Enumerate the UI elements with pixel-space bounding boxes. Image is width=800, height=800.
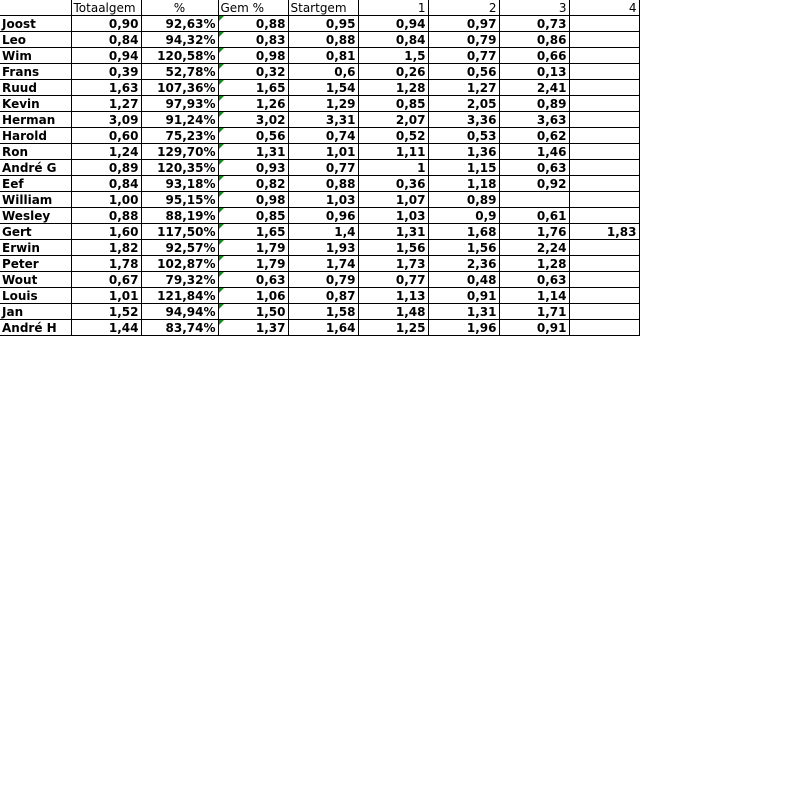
cell-round-2[interactable]: 0,79 — [428, 32, 499, 48]
cell-round-1[interactable]: 1,48 — [358, 304, 428, 320]
cell-totaalgem[interactable]: 3,09 — [71, 112, 141, 128]
cell-name[interactable]: Wesley — [0, 208, 71, 224]
cell-startgem[interactable]: 0,87 — [288, 288, 358, 304]
cell-gem-percent[interactable]: 1,31 — [218, 144, 288, 160]
cell-percent[interactable]: 79,32% — [141, 272, 218, 288]
cell-totaalgem[interactable]: 0,94 — [71, 48, 141, 64]
cell-percent[interactable]: 95,15% — [141, 192, 218, 208]
cell-gem-percent[interactable]: 1,79 — [218, 256, 288, 272]
cell-round-3[interactable]: 0,86 — [499, 32, 569, 48]
cell-percent[interactable]: 52,78% — [141, 64, 218, 80]
cell-round-3[interactable]: 0,66 — [499, 48, 569, 64]
cell-round-4[interactable] — [569, 256, 639, 272]
cell-gem-percent[interactable]: 1,50 — [218, 304, 288, 320]
cell-name[interactable]: Erwin — [0, 240, 71, 256]
cell-name[interactable]: Peter — [0, 256, 71, 272]
cell-round-1[interactable]: 1,03 — [358, 208, 428, 224]
cell-round-4[interactable] — [569, 192, 639, 208]
cell-round-1[interactable]: 0,84 — [358, 32, 428, 48]
cell-name[interactable]: Ruud — [0, 80, 71, 96]
table-row — [0, 240, 639, 256]
cell-round-2[interactable]: 1,36 — [428, 144, 499, 160]
cell-totaalgem[interactable]: 0,89 — [71, 160, 141, 176]
cell-round-3[interactable] — [499, 192, 569, 208]
cell-round-1[interactable]: 1,28 — [358, 80, 428, 96]
cell-round-1[interactable]: 0,26 — [358, 64, 428, 80]
cell-name[interactable]: Joost — [0, 16, 71, 32]
cell-round-3[interactable]: 0,13 — [499, 64, 569, 80]
cell-round-2[interactable]: 2,05 — [428, 96, 499, 112]
cell-round-3[interactable]: 1,28 — [499, 256, 569, 272]
cell-gem-percent[interactable]: 3,02 — [218, 112, 288, 128]
cell-gem-percent[interactable]: 0,93 — [218, 160, 288, 176]
cell-round-3[interactable]: 1,76 — [499, 224, 569, 240]
cell-totaalgem[interactable]: 1,78 — [71, 256, 141, 272]
cell-startgem[interactable]: 3,31 — [288, 112, 358, 128]
cell-round-3[interactable]: 1,14 — [499, 288, 569, 304]
cell-gem-percent[interactable]: 0,82 — [218, 176, 288, 192]
cell-round-3[interactable]: 2,24 — [499, 240, 569, 256]
cell-percent[interactable]: 97,93% — [141, 96, 218, 112]
cell-percent[interactable]: 120,58% — [141, 48, 218, 64]
cell-round-3[interactable]: 0,92 — [499, 176, 569, 192]
cell-name[interactable]: Harold — [0, 128, 71, 144]
cell-startgem[interactable]: 0,88 — [288, 176, 358, 192]
header-cell-name[interactable] — [0, 0, 71, 16]
cell-round-1[interactable]: 1,25 — [358, 320, 428, 336]
cell-name[interactable]: Jan — [0, 304, 71, 320]
cell-name[interactable]: André H — [0, 320, 71, 336]
cell-startgem[interactable]: 0,79 — [288, 272, 358, 288]
cell-round-3[interactable]: 2,41 — [499, 80, 569, 96]
cell-startgem[interactable]: 1,03 — [288, 192, 358, 208]
header-cell-round-3[interactable]: 3 — [499, 0, 569, 16]
table-row — [0, 304, 639, 320]
cell-round-1[interactable]: 1,07 — [358, 192, 428, 208]
cell-startgem[interactable]: 1,29 — [288, 96, 358, 112]
cell-round-1[interactable]: 0,77 — [358, 272, 428, 288]
cell-round-2[interactable]: 0,53 — [428, 128, 499, 144]
cell-percent[interactable]: 94,94% — [141, 304, 218, 320]
table-row — [0, 176, 639, 192]
cell-gem-percent[interactable]: 0,85 — [218, 208, 288, 224]
cell-round-3[interactable]: 0,73 — [499, 16, 569, 32]
cell-totaalgem[interactable]: 0,84 — [71, 32, 141, 48]
cell-totaalgem[interactable]: 0,39 — [71, 64, 141, 80]
cell-round-4[interactable] — [569, 176, 639, 192]
cell-name[interactable]: Eef — [0, 176, 71, 192]
cell-round-4[interactable] — [569, 16, 639, 32]
cell-gem-percent[interactable]: 0,88 — [218, 16, 288, 32]
cell-round-4[interactable] — [569, 80, 639, 96]
table-row — [0, 80, 639, 96]
cell-round-2[interactable]: 0,97 — [428, 16, 499, 32]
header-cell-totaalgem[interactable]: Totaalgem — [71, 0, 141, 16]
cell-round-3[interactable]: 0,63 — [499, 160, 569, 176]
cell-totaalgem[interactable]: 1,82 — [71, 240, 141, 256]
header-cell-round-4[interactable]: 4 — [569, 0, 639, 16]
cell-round-4[interactable] — [569, 272, 639, 288]
cell-percent[interactable]: 92,57% — [141, 240, 218, 256]
cell-name[interactable]: Leo — [0, 32, 71, 48]
cell-gem-percent[interactable]: 0,56 — [218, 128, 288, 144]
cell-round-1[interactable]: 1,13 — [358, 288, 428, 304]
cell-round-1[interactable]: 1,5 — [358, 48, 428, 64]
cell-round-3[interactable]: 1,46 — [499, 144, 569, 160]
cell-percent[interactable]: 75,23% — [141, 128, 218, 144]
cell-percent[interactable]: 107,36% — [141, 80, 218, 96]
cell-round-4[interactable] — [569, 32, 639, 48]
cell-round-4[interactable] — [569, 144, 639, 160]
cell-totaalgem[interactable]: 1,63 — [71, 80, 141, 96]
cell-round-3[interactable]: 0,89 — [499, 96, 569, 112]
cell-round-2[interactable]: 0,89 — [428, 192, 499, 208]
cell-name[interactable]: Frans — [0, 64, 71, 80]
cell-round-3[interactable]: 0,91 — [499, 320, 569, 336]
cell-name[interactable]: Louis — [0, 288, 71, 304]
cell-round-2[interactable]: 1,31 — [428, 304, 499, 320]
cell-totaalgem[interactable]: 1,44 — [71, 320, 141, 336]
cell-round-4[interactable] — [569, 112, 639, 128]
cell-round-2[interactable]: 1,56 — [428, 240, 499, 256]
cell-percent[interactable]: 88,19% — [141, 208, 218, 224]
table-row — [0, 192, 639, 208]
cell-totaalgem[interactable]: 0,88 — [71, 208, 141, 224]
cell-round-4[interactable] — [569, 160, 639, 176]
cell-round-2[interactable]: 0,77 — [428, 48, 499, 64]
cell-totaalgem[interactable]: 1,00 — [71, 192, 141, 208]
cell-round-2[interactable]: 1,15 — [428, 160, 499, 176]
cell-startgem[interactable]: 0,88 — [288, 32, 358, 48]
cell-gem-percent[interactable]: 0,83 — [218, 32, 288, 48]
cell-round-2[interactable]: 1,27 — [428, 80, 499, 96]
cell-startgem[interactable]: 0,77 — [288, 160, 358, 176]
cell-startgem[interactable]: 1,64 — [288, 320, 358, 336]
cell-name[interactable]: Gert — [0, 224, 71, 240]
cell-round-2[interactable]: 1,18 — [428, 176, 499, 192]
cell-startgem[interactable]: 1,54 — [288, 80, 358, 96]
cell-round-1[interactable]: 1,73 — [358, 256, 428, 272]
table-row — [0, 64, 639, 80]
header-cell-percent[interactable]: % — [141, 0, 218, 16]
cell-percent[interactable]: 129,70% — [141, 144, 218, 160]
cell-percent[interactable]: 102,87% — [141, 256, 218, 272]
cell-round-1[interactable]: 0,94 — [358, 16, 428, 32]
header-cell-gem-percent[interactable]: Gem % — [218, 0, 288, 16]
header-row — [0, 0, 639, 16]
table-body — [0, 16, 639, 336]
cell-gem-percent[interactable]: 1,65 — [218, 224, 288, 240]
cell-round-2[interactable]: 0,91 — [428, 288, 499, 304]
cell-startgem[interactable]: 0,95 — [288, 16, 358, 32]
cell-gem-percent[interactable]: 1,79 — [218, 240, 288, 256]
cell-round-4[interactable] — [569, 240, 639, 256]
cell-totaalgem[interactable]: 0,67 — [71, 272, 141, 288]
cell-round-4[interactable] — [569, 208, 639, 224]
cell-round-3[interactable]: 0,61 — [499, 208, 569, 224]
cell-round-3[interactable]: 0,62 — [499, 128, 569, 144]
table-row — [0, 96, 639, 112]
table-row — [0, 288, 639, 304]
cell-round-1[interactable]: 1,56 — [358, 240, 428, 256]
cell-round-4[interactable] — [569, 96, 639, 112]
header-cell-round-1[interactable]: 1 — [358, 0, 428, 16]
cell-name[interactable]: Kevin — [0, 96, 71, 112]
cell-round-1[interactable]: 0,85 — [358, 96, 428, 112]
cell-gem-percent[interactable]: 0,63 — [218, 272, 288, 288]
cell-gem-percent[interactable]: 0,98 — [218, 192, 288, 208]
table-row — [0, 224, 639, 240]
table-row — [0, 320, 639, 336]
cell-startgem[interactable]: 1,93 — [288, 240, 358, 256]
cell-name[interactable]: Ron — [0, 144, 71, 160]
cell-round-4[interactable] — [569, 128, 639, 144]
cell-startgem[interactable]: 0,6 — [288, 64, 358, 80]
cell-percent[interactable]: 83,74% — [141, 320, 218, 336]
cell-round-4[interactable] — [569, 64, 639, 80]
cell-totaalgem[interactable]: 1,01 — [71, 288, 141, 304]
table-row — [0, 144, 639, 160]
cell-percent[interactable]: 94,32% — [141, 32, 218, 48]
table-row — [0, 272, 639, 288]
cell-round-1[interactable]: 1 — [358, 160, 428, 176]
table-row — [0, 256, 639, 272]
cell-totaalgem[interactable]: 1,60 — [71, 224, 141, 240]
cell-gem-percent[interactable]: 1,06 — [218, 288, 288, 304]
cell-round-1[interactable]: 2,07 — [358, 112, 428, 128]
cell-startgem[interactable]: 1,4 — [288, 224, 358, 240]
cell-round-1[interactable]: 1,11 — [358, 144, 428, 160]
cell-round-2[interactable]: 1,96 — [428, 320, 499, 336]
cell-startgem[interactable]: 0,74 — [288, 128, 358, 144]
cell-percent[interactable]: 93,18% — [141, 176, 218, 192]
cell-startgem[interactable]: 1,74 — [288, 256, 358, 272]
cell-round-4[interactable] — [569, 48, 639, 64]
cell-name[interactable]: William — [0, 192, 71, 208]
cell-round-1[interactable]: 0,36 — [358, 176, 428, 192]
table-row — [0, 160, 639, 176]
cell-name[interactable]: Wout — [0, 272, 71, 288]
cell-startgem[interactable]: 0,81 — [288, 48, 358, 64]
cell-round-3[interactable]: 3,63 — [499, 112, 569, 128]
cell-round-2[interactable]: 3,36 — [428, 112, 499, 128]
cell-gem-percent[interactable]: 1,26 — [218, 96, 288, 112]
cell-gem-percent[interactable]: 1,65 — [218, 80, 288, 96]
cell-startgem[interactable]: 1,58 — [288, 304, 358, 320]
cell-totaalgem[interactable]: 1,24 — [71, 144, 141, 160]
score-table — [0, 0, 640, 336]
cell-round-2[interactable]: 0,9 — [428, 208, 499, 224]
cell-totaalgem[interactable]: 0,84 — [71, 176, 141, 192]
cell-round-1[interactable]: 1,31 — [358, 224, 428, 240]
cell-percent[interactable]: 121,84% — [141, 288, 218, 304]
table-row — [0, 112, 639, 128]
cell-percent[interactable]: 120,35% — [141, 160, 218, 176]
cell-round-2[interactable]: 0,48 — [428, 272, 499, 288]
cell-name[interactable]: Herman — [0, 112, 71, 128]
cell-totaalgem[interactable]: 1,52 — [71, 304, 141, 320]
cell-round-2[interactable]: 2,36 — [428, 256, 499, 272]
header-cell-startgem[interactable]: Startgem — [288, 0, 358, 16]
header-cell-round-2[interactable]: 2 — [428, 0, 499, 16]
cell-round-3[interactable]: 0,63 — [499, 272, 569, 288]
cell-percent[interactable]: 91,24% — [141, 112, 218, 128]
cell-round-2[interactable]: 0,56 — [428, 64, 499, 80]
table-row — [0, 32, 639, 48]
cell-gem-percent[interactable]: 0,98 — [218, 48, 288, 64]
cell-startgem[interactable]: 0,96 — [288, 208, 358, 224]
table-row — [0, 16, 639, 32]
cell-name[interactable]: Wim — [0, 48, 71, 64]
cell-round-4[interactable] — [569, 320, 639, 336]
cell-percent[interactable]: 117,50% — [141, 224, 218, 240]
cell-round-4[interactable]: 1,83 — [569, 224, 639, 240]
table-row — [0, 128, 639, 144]
cell-round-3[interactable]: 1,71 — [499, 304, 569, 320]
cell-round-4[interactable] — [569, 288, 639, 304]
cell-round-2[interactable]: 1,68 — [428, 224, 499, 240]
cell-round-4[interactable] — [569, 304, 639, 320]
cell-startgem[interactable]: 1,01 — [288, 144, 358, 160]
cell-totaalgem[interactable]: 0,60 — [71, 128, 141, 144]
table-row — [0, 208, 639, 224]
cell-gem-percent[interactable]: 1,37 — [218, 320, 288, 336]
cell-round-1[interactable]: 0,52 — [358, 128, 428, 144]
cell-percent[interactable]: 92,63% — [141, 16, 218, 32]
cell-totaalgem[interactable]: 1,27 — [71, 96, 141, 112]
cell-gem-percent[interactable]: 0,32 — [218, 64, 288, 80]
cell-name[interactable]: André G — [0, 160, 71, 176]
cell-totaalgem[interactable]: 0,90 — [71, 16, 141, 32]
table-row — [0, 48, 639, 64]
